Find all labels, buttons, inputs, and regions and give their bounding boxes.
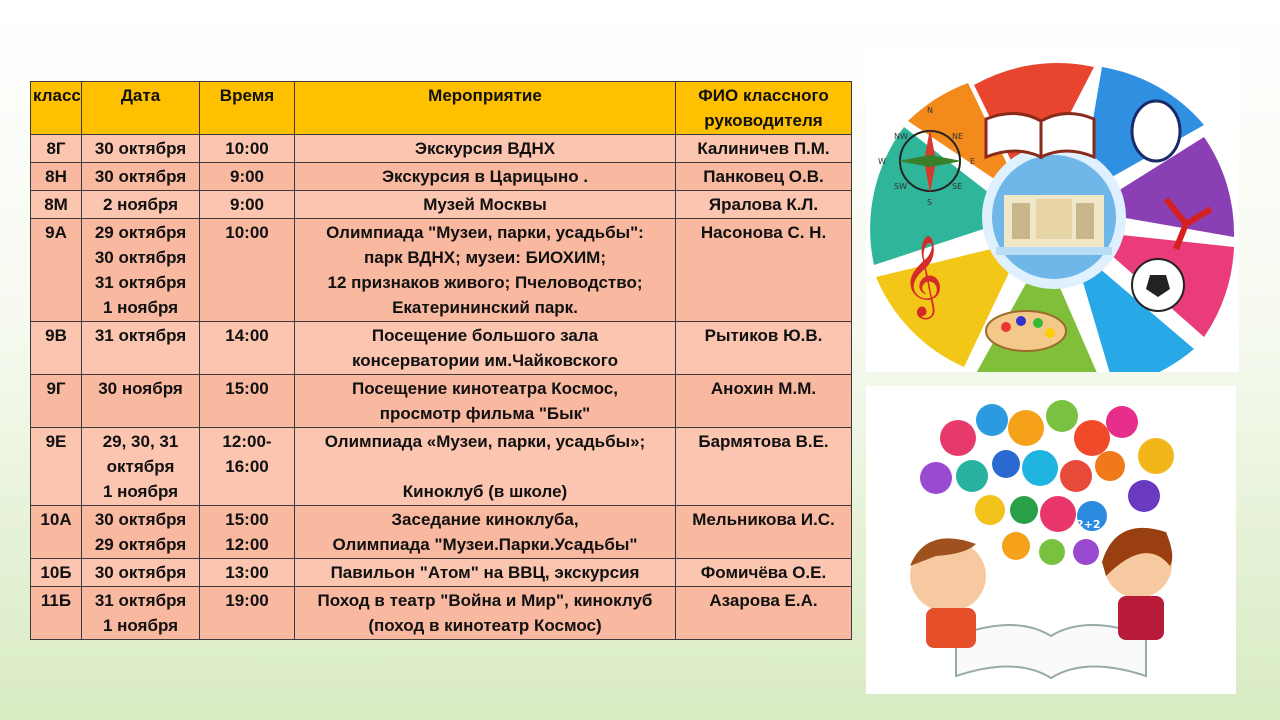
- class-cell: 8М: [31, 191, 82, 219]
- event-cell: [295, 191, 676, 219]
- class-cell: 9Г: [31, 375, 82, 428]
- table-row: [31, 375, 852, 428]
- event-cell-line: Экскурсия в Царицыно .: [381, 167, 589, 186]
- event-cell-line: 12 признаков живого; Пчеловодство;: [327, 273, 643, 292]
- date-cell: [82, 559, 200, 587]
- class-cell: 9Е: [31, 428, 82, 506]
- table-row: [31, 322, 852, 375]
- event-cell-line: Поход в театр "Война и Мир", киноклуб: [317, 591, 653, 610]
- event-cell: [295, 163, 676, 191]
- compass-ne-label: NE: [952, 132, 964, 141]
- time-cell-line: 9:00: [229, 195, 265, 214]
- event-cell: [295, 428, 676, 506]
- class-cell: 8Г: [31, 135, 82, 163]
- event-cell-line: [297, 454, 673, 479]
- table-row: [31, 191, 852, 219]
- event-cell-line: Музей Москвы: [423, 195, 547, 214]
- teacher-cell: Панковец О.В.: [676, 163, 852, 191]
- teacher-cell: Рытиков Ю.В.: [676, 322, 852, 375]
- date-cell: [82, 506, 200, 559]
- event-cell-line: Посещение кинотеатра Космос,: [352, 379, 618, 398]
- teacher-cell: Насонова С. Н.: [676, 219, 852, 322]
- schedule-table: [30, 81, 852, 640]
- date-cell-line: 29, 30, 31: [102, 432, 179, 451]
- time-cell-line: 15:00: [225, 379, 269, 398]
- event-cell: [295, 506, 676, 559]
- date-cell: [82, 587, 200, 640]
- class-cell: 10А: [31, 506, 82, 559]
- compass-e-label: E: [970, 157, 976, 166]
- date-cell-line: 1 ноября: [102, 482, 179, 501]
- date-cell: [82, 375, 200, 428]
- event-cell-line: Олимпиада "Музеи.Парки.Усадьбы": [332, 535, 638, 554]
- date-cell-line: 2 ноября: [102, 195, 179, 214]
- table-header-row: [31, 82, 852, 135]
- event-cell-line: консерватории им.Чайковского: [351, 351, 619, 370]
- date-cell-line: 1 ноября: [102, 616, 179, 635]
- time-cell-line: 10:00: [225, 223, 269, 242]
- event-cell-line: Киноклуб (в школе): [402, 482, 568, 501]
- event-cell-line: Заседание киноклуба,: [391, 510, 579, 529]
- class-cell: 10Б: [31, 559, 82, 587]
- time-cell-line: 12:00: [225, 535, 269, 554]
- event-cell: [295, 135, 676, 163]
- teacher-cell: Фомичёва О.Е.: [676, 559, 852, 587]
- header-date: Дата: [82, 82, 200, 135]
- compass-n-label: N: [927, 106, 933, 115]
- class-cell: 9В: [31, 322, 82, 375]
- event-cell: [295, 559, 676, 587]
- event-cell-line: Екатерининский парк.: [392, 298, 578, 317]
- class-cell: 11Б: [31, 587, 82, 640]
- event-cell-line: просмотр фильма "Бык": [379, 404, 591, 423]
- compass-s-label: S: [927, 198, 933, 207]
- date-cell-line: 31 октября: [94, 591, 187, 610]
- date-cell-line: 30 октября: [94, 139, 187, 158]
- header-class: класс: [31, 82, 82, 135]
- event-cell-line: парк ВДНХ; музеи: БИОХИМ;: [364, 248, 606, 267]
- date-cell-line: октября: [106, 457, 175, 476]
- time-cell: [200, 375, 295, 428]
- table-row: [31, 559, 852, 587]
- table-body: [31, 135, 852, 640]
- class-cell: 9А: [31, 219, 82, 322]
- teacher-cell: Яралова К.Л.: [676, 191, 852, 219]
- date-cell: [82, 191, 200, 219]
- compass-w-label: W: [878, 157, 886, 166]
- date-cell-line: 30 октября: [94, 248, 187, 267]
- time-cell: [200, 322, 295, 375]
- event-cell: [295, 219, 676, 322]
- table-row: [31, 135, 852, 163]
- date-cell-line: 30 октября: [94, 510, 187, 529]
- time-cell: [200, 506, 295, 559]
- compass-nw-label: NW: [894, 132, 908, 141]
- date-cell-line: 29 октября: [94, 223, 187, 242]
- teacher-cell: Калиничев П.М.: [676, 135, 852, 163]
- event-cell-line: Экскурсия ВДНХ: [414, 139, 556, 158]
- event-cell-line: Олимпиада «Музеи, парки, усадьбы»;: [324, 432, 646, 451]
- teacher-cell: Азарова Е.А.: [676, 587, 852, 640]
- time-cell-line: 10:00: [225, 139, 269, 158]
- time-cell-line: 19:00: [225, 591, 269, 610]
- header-time: Время: [200, 82, 295, 135]
- date-cell: [82, 428, 200, 506]
- teacher-cell: Бармятова В.Е.: [676, 428, 852, 506]
- time-cell: [200, 163, 295, 191]
- compass-sw-label: SW: [894, 182, 907, 191]
- date-cell-line: 30 октября: [94, 167, 187, 186]
- table-row: [31, 587, 852, 640]
- time-cell-line: 14:00: [225, 326, 269, 345]
- class-cell: 8Н: [31, 163, 82, 191]
- date-cell-line: 1 ноября: [102, 298, 179, 317]
- time-cell: [200, 559, 295, 587]
- table-row: [31, 163, 852, 191]
- time-cell-line: 15:00: [225, 510, 269, 529]
- event-cell-line: (поход в кинотеатр Космос): [368, 616, 602, 635]
- svg-text:𝄞: 𝄞: [902, 234, 944, 316]
- table-row: [31, 428, 852, 506]
- school-subjects-wheel-image: [866, 49, 1239, 372]
- event-cell-line: Посещение большого зала: [371, 326, 599, 345]
- time-cell-line: 16:00: [225, 457, 269, 476]
- header-teacher: ФИО классного руководителя: [676, 82, 852, 135]
- event-cell-line: Олимпиада "Музеи, парки, усадьбы":: [326, 223, 644, 242]
- time-cell-line: 12:00-: [222, 432, 272, 451]
- event-cell-line: Павильон "Атом" на ВВЦ, экскурсия: [330, 563, 640, 582]
- time-cell: [200, 428, 295, 506]
- date-cell: [82, 219, 200, 322]
- date-cell: [82, 163, 200, 191]
- date-cell: [82, 135, 200, 163]
- kids-with-book-image: [866, 386, 1236, 694]
- time-cell: [200, 135, 295, 163]
- header-event: Мероприятие: [295, 82, 676, 135]
- time-cell: [200, 191, 295, 219]
- teacher-cell: Мельникова И.С.: [676, 506, 852, 559]
- time-cell-line: 9:00: [229, 167, 265, 186]
- compass-se-label: SE: [952, 182, 963, 191]
- date-cell-line: 29 октября: [94, 535, 187, 554]
- date-cell-line: 30 октября: [94, 563, 187, 582]
- time-cell: [200, 219, 295, 322]
- date-cell-line: 31 октября: [94, 273, 187, 292]
- date-cell: [82, 322, 200, 375]
- time-cell: [200, 587, 295, 640]
- formula-label: 2+2: [1076, 518, 1101, 531]
- table-row: [31, 219, 852, 322]
- teacher-cell: Анохин М.М.: [676, 375, 852, 428]
- time-cell-line: 13:00: [225, 563, 269, 582]
- event-cell: [295, 322, 676, 375]
- event-cell: [295, 587, 676, 640]
- date-cell-line: 30 ноября: [98, 379, 183, 398]
- table-row: [31, 506, 852, 559]
- event-cell: [295, 375, 676, 428]
- date-cell-line: 31 октября: [94, 326, 187, 345]
